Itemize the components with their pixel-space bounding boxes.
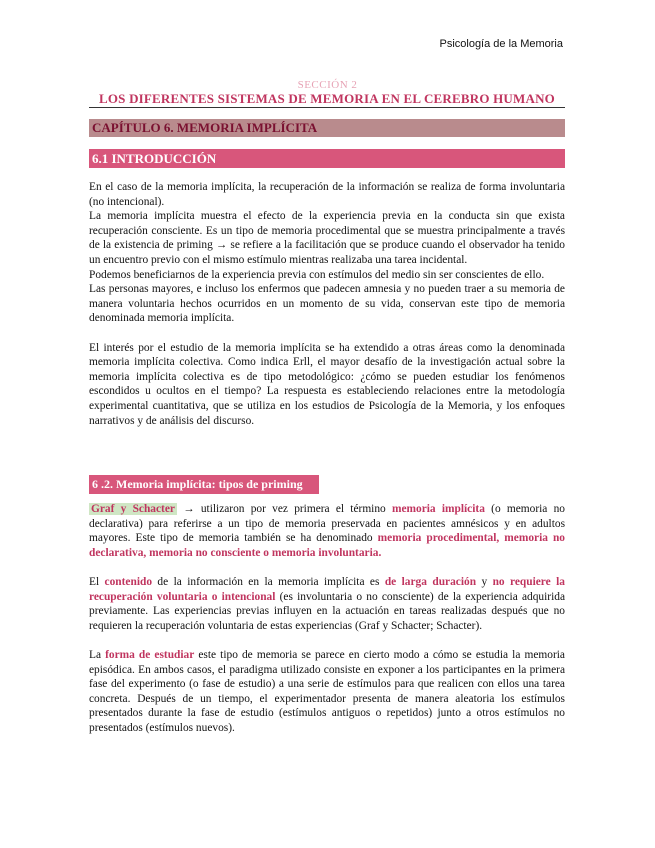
text-run: este tipo de memoria se parece en cierto modo a cómo se estudia la memoria episódica. En ambos casos, el paradigma utilizado consiste en exponer a los participantes en la primera fase del experimento (o fase de estudio) a una serie de estímulos para que realicen con ellos una tarea concreta. Después de un tiempo, el experimentador presenta de manera aleatoria los estímulos presentados durante la fase de estudio (estímulos antiguos o repetidos) junto a otros estímulos no presentados (estímulos nuevos).	[89, 648, 565, 734]
keyword: memoria implícita	[391, 503, 485, 515]
section-title: LOS DIFERENTES SISTEMAS DE MEMORIA EN EL CEREBRO HUMANO	[99, 91, 555, 106]
types-paragraph	[89, 502, 565, 560]
intro-paragraph: En el caso de la memoria implícita, la recuperación de la información se realiza de forma involuntaria (no intencional).	[89, 181, 565, 208]
highlighted-author: Graf y Schacter	[91, 503, 175, 515]
intro-paragraph: La memoria implícita muestra el efecto de la experiencia previa en la conducta sin que exista recuperación consciente. Es un tipo de memoria procedimental que se muestra principalmente a través de la existencia de priming → se refiere a la facilitación que se produce cuando el observador ha tenido un encuentro previo con el mismo estímulo mientras realizaba una tarea incidental.	[89, 210, 565, 266]
heading-tipos-priming: 6 .2. Memoria implícita: tipos de priming	[89, 475, 319, 494]
keyword: contenido	[104, 575, 153, 588]
paragraph-gap	[89, 560, 565, 575]
intro-paragraph: Las personas mayores, e incluso los enfermos que padecen amnesia y no pueden traer a su memoria de manera voluntaria hechos ocurridos en un momento de su vida, conservan este tipo de memoria denominada memoria implícita.	[89, 283, 565, 325]
text-run: → utilizaron por vez primera el término	[176, 503, 392, 515]
text-run: El	[89, 575, 105, 588]
running-header: Psicología de la Memoria	[439, 38, 563, 50]
paragraph-gap	[89, 633, 565, 648]
keyword: no requiere la recuperación voluntaria o intencional	[89, 575, 565, 603]
section-label: SECCIÓN 2	[297, 79, 358, 91]
text-run: y	[476, 575, 493, 588]
chapter-title: CAPÍTULO 6. MEMORIA IMPLÍCITA	[89, 119, 565, 137]
text-run: (o memoria no declarativa) para referirse a un tipo de memoria preservada en pacientes amnésicos y en adultos mayores. Este tipo de memoria también se ha denominado	[89, 503, 565, 545]
text-run: (es involuntaria o no consciente) de la experiencia adquirida previamente. Las experiencias previas influyen en la actuación en tareas realizadas después que no requieren la recuperación voluntaria de estas experiencias (Graf y Schacter; Schacter).	[89, 590, 565, 632]
types-paragraph	[89, 648, 565, 736]
heading-introduccion: 6.1 INTRODUCCIÓN	[89, 149, 565, 168]
intro-body	[89, 180, 565, 428]
paragraph-gap	[89, 326, 565, 341]
types-body	[89, 502, 565, 736]
intro-paragraph: El interés por el estudio de la memoria implícita se ha extendido a otras áreas como la denominada memoria implícita colectiva. Como indica Erll, el mayor desafío de la investigación actual sobre la memoria implícita colectiva es de tipo metodológico: ¿cómo se pueden estudiar los fenómenos escondidos u ocultos en el tiempo? La respuesta es estableciendo relaciones entre la metodología experimental cuantitativa, que se utiliza en los estudios de Psicología de la Memoria, y los enfoques narrativos y de análisis del discurso.	[89, 341, 565, 427]
text-run: La	[89, 648, 106, 661]
keyword: memoria procedimental, memoria no declarativa, memoria no consciente o memoria involuntaria.	[89, 532, 566, 559]
section-divider	[89, 107, 565, 108]
types-paragraph	[89, 575, 565, 633]
intro-paragraph: Podemos beneficiarnos de la experiencia previa con estímulos del medio sin ser conscientes de ello.	[89, 268, 545, 281]
text-run: de la información en la memoria implícita es	[152, 575, 385, 588]
keyword: forma de estudiar	[105, 648, 195, 661]
keyword: de larga duración	[384, 575, 477, 588]
